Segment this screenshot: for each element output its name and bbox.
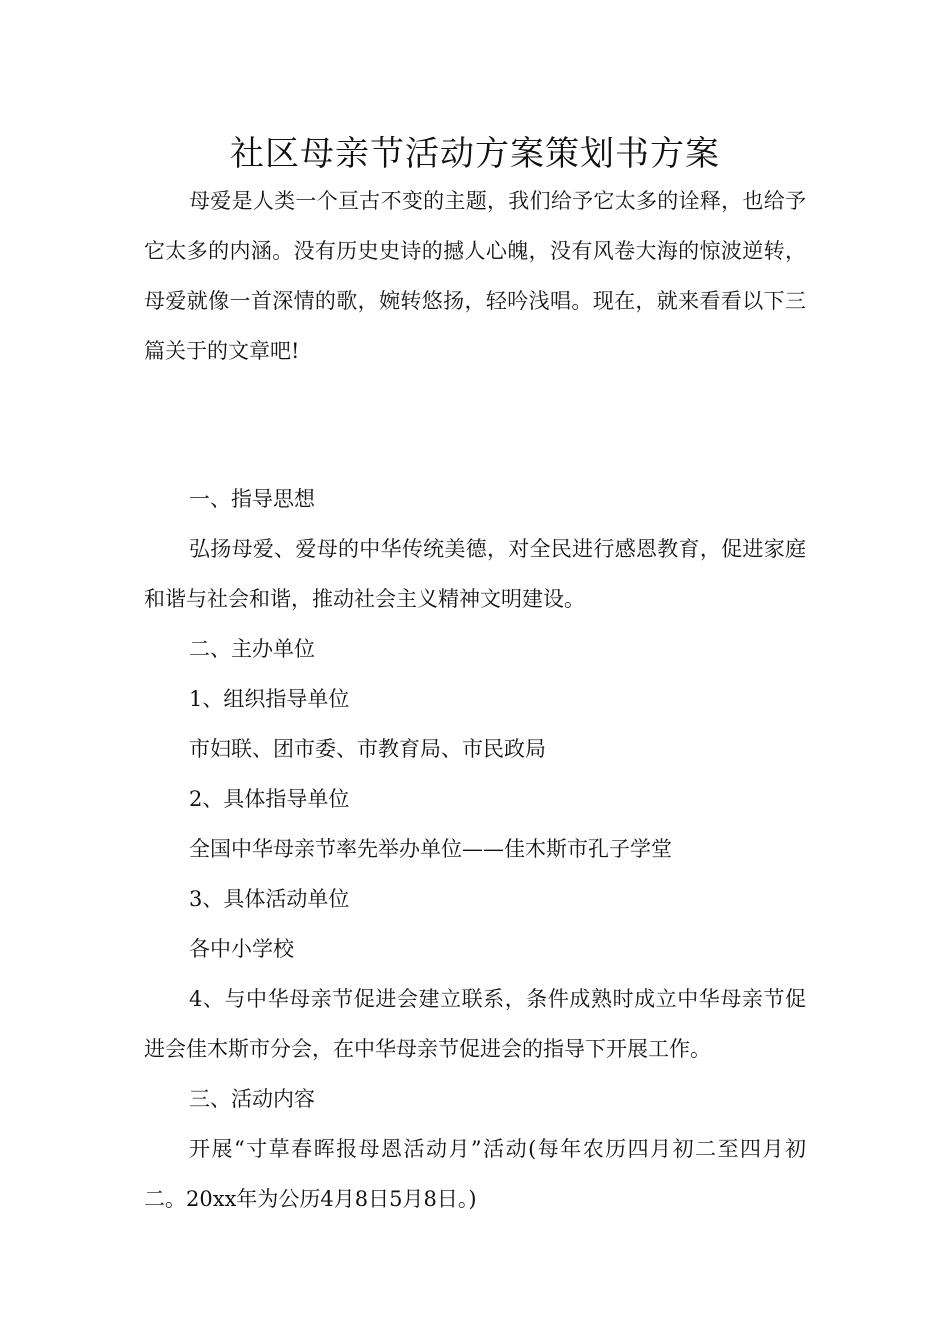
paragraph-promotion-association: 4、与中华母亲节促进会建立联系，条件成熟时成立中华母亲节促进会佳木斯市分会，在中华母亲节促进会的指导下开展工作。	[144, 987, 806, 1061]
document-title: 社区母亲节活动方案策划书方案	[230, 134, 720, 174]
heading-guiding-thought: 一、指导思想	[189, 487, 315, 511]
intro-paragraph: 母爱是人类一个亘古不变的主题，我们给予它太多的诠释，也给予它太多的内涵。没有历史史诗的撼人心魄，没有风卷大海的惊波逆转，母爱就像一首深情的歌，婉转悠扬，轻吟浅唱。现在，就来看看以下三篇关于的文章吧!	[144, 189, 806, 363]
subheading-activity-units: 3、具体活动单位	[189, 887, 350, 911]
intro-section	[144, 176, 806, 376]
heading-organizers: 二、主办单位	[189, 637, 315, 661]
main-section	[144, 474, 806, 1224]
paragraph-guidance-units: 市妇联、团市委、市教育局、市民政局	[189, 737, 546, 761]
paragraph-activity-units: 各中小学校	[189, 937, 294, 961]
subheading-specific-guidance: 2、具体指导单位	[189, 787, 350, 811]
heading-activity-content: 三、活动内容	[189, 1087, 315, 1111]
paragraph-guiding-thought: 弘扬母爱、爱母的中华传统美德，对全民进行感恩教育，促进家庭和谐与社会和谐，推动社会主义精神文明建设。	[144, 537, 806, 611]
subheading-guidance-units: 1、组织指导单位	[189, 687, 350, 711]
paragraph-specific-guidance: 全国中华母亲节率先举办单位——佳木斯市孔子学堂	[189, 837, 672, 861]
paragraph-activity-content: 开展“寸草春晖报母恩活动月”活动(每年农历四月初二至四月初二。20xx年为公历4月8日5月8日。)	[144, 1137, 806, 1211]
